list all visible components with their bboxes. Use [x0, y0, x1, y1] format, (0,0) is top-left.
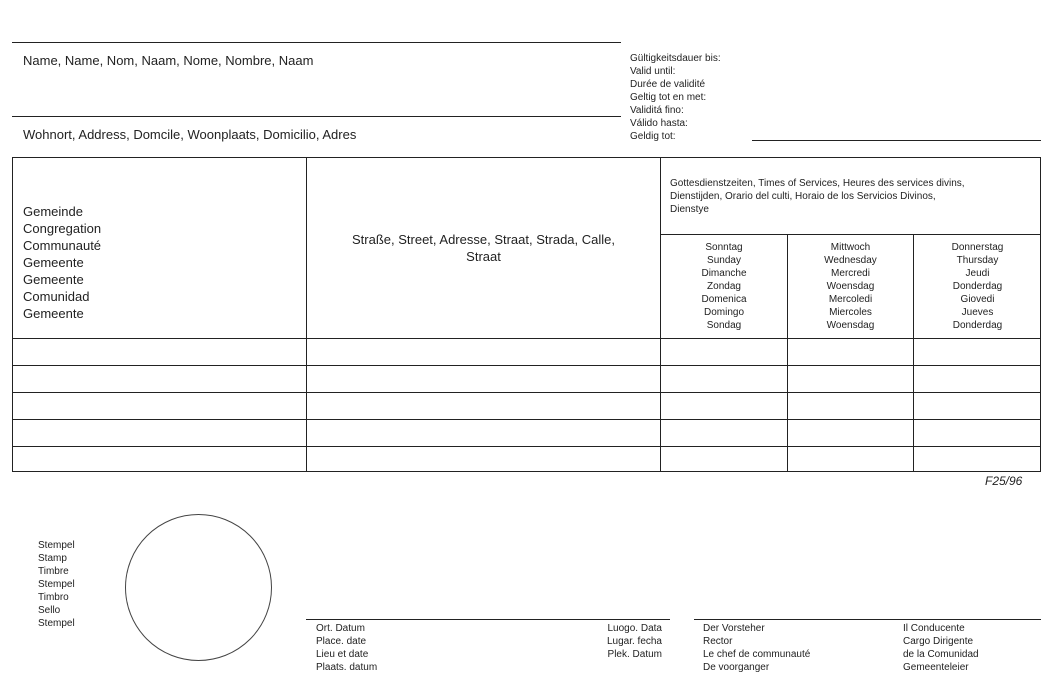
- table-row[interactable]: [13, 393, 1040, 419]
- day-header-thursday: Donnerstag Thursday Jeudi Donderdag Giovedi Jueves Donderdag: [951, 242, 1004, 331]
- place-date-line[interactable]: [306, 619, 670, 620]
- form-code: F25/96: [985, 474, 1023, 488]
- services-times-header: Gottesdienstzeiten, Times of Services, Heures des services divins, Dienstijden, Orario del culti, Horaio de los Servicios Divinos, Dienstye: [670, 178, 965, 215]
- address-field-label: Wohnort, Address, Domcile, Woonplaats, Domicilio, Adres: [23, 127, 357, 142]
- day-header-sunday: Sonntag Sunday Dimanche Zondag Domenica Domingo Sondag: [701, 242, 747, 331]
- stamp-circle[interactable]: [125, 514, 272, 661]
- place-date-label-alt: Luogo. Data Lugar. fecha Plek. Datum: [606, 623, 662, 660]
- name-field[interactable]: [12, 44, 621, 114]
- table-divider: [660, 234, 1041, 235]
- stamp-label: Stempel Stamp Timbre Stempel Timbro Sello Stempel: [38, 540, 75, 629]
- leader-signature-line[interactable]: [694, 619, 1041, 620]
- table-row[interactable]: [13, 339, 1040, 365]
- name-field-label: Name, Name, Nom, Naam, Nome, Nombre, Naam: [23, 53, 314, 68]
- table-row[interactable]: [13, 447, 1040, 471]
- leader-signature-label-alt: Il Conducente Cargo Dirigente de la Comunidad Gemeenteleier: [903, 623, 979, 673]
- place-date-label: Ort. Datum Place. date Lieu et date Plaats. datum: [316, 623, 378, 673]
- table-row[interactable]: [13, 420, 1040, 446]
- validity-date-field[interactable]: [752, 140, 1041, 141]
- top-rule: [12, 42, 621, 43]
- name-rule: [12, 116, 621, 117]
- day-header-wednesday: Mittwoch Wednesday Mercredi Woensdag Mercoledi Miercoles Woensdag: [824, 242, 877, 331]
- table-row[interactable]: [13, 366, 1040, 392]
- congregation-header: Gemeinde Congregation Communauté Gemeente Gemeente Comunidad Gemeente: [23, 204, 102, 321]
- address-field[interactable]: [12, 118, 621, 152]
- validity-label: Gültigkeitsdauer bis: Valid until: Durée de validité Geltig tot en met: Validitá fino: Válido hasta: Geldig tot:: [630, 53, 721, 142]
- street-header: Straße, Street, Adresse, Straat, Strada, Calle, Straat: [351, 232, 615, 264]
- leader-signature-label: Der Vorsteher Rector Le chef de communauté De voorganger: [703, 623, 811, 673]
